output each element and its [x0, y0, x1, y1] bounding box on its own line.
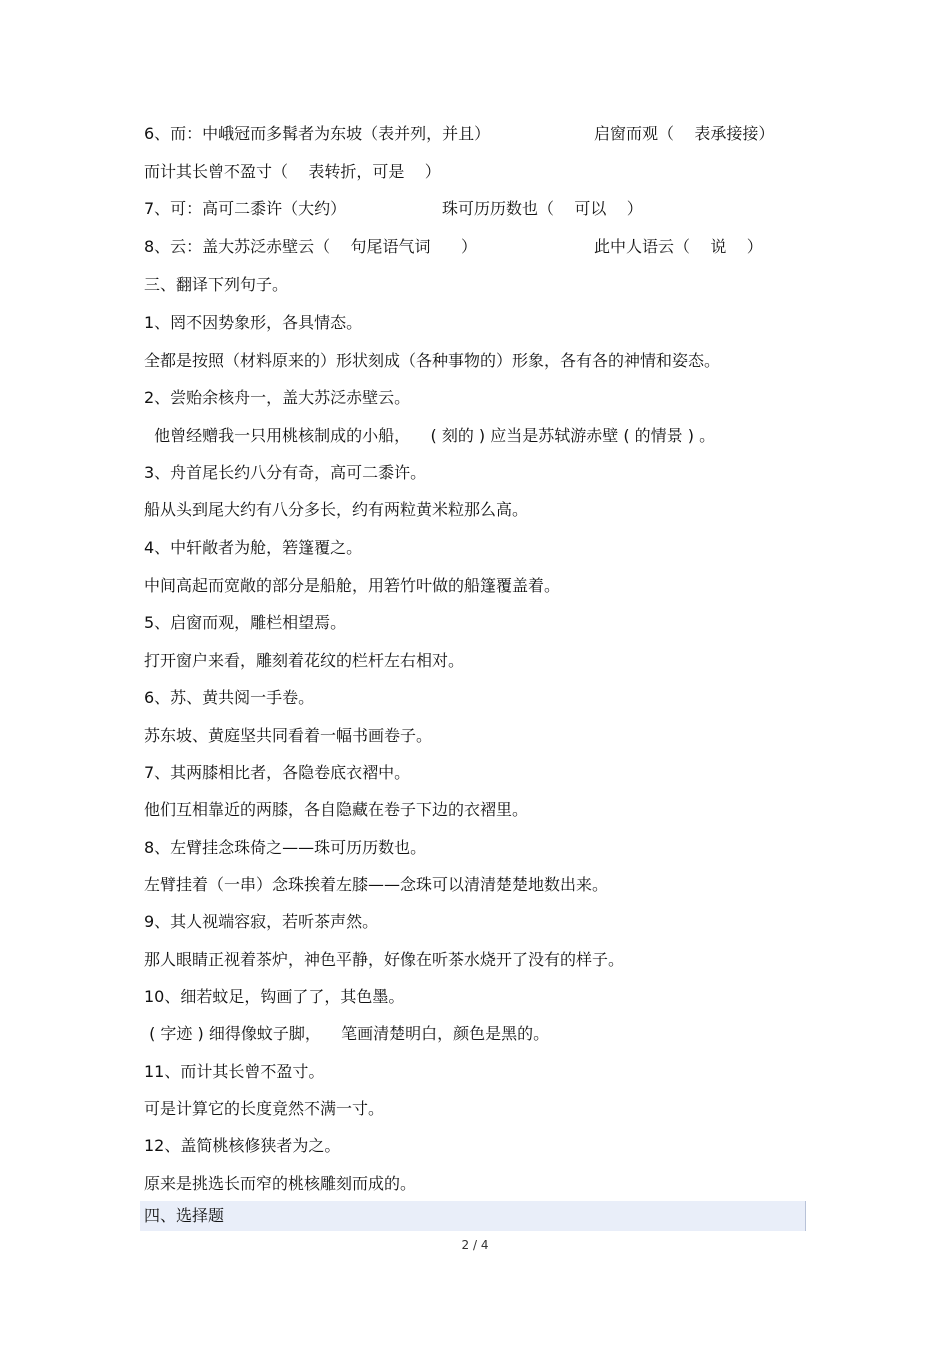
translation-11: 可是计算它的长度竟然不满一寸。 — [144, 1099, 385, 1118]
section-4-header — [140, 1201, 806, 1231]
translation-2: 他曾经赠我一只用桃核制成的小船， ( 刻的 ) 应当是苏轼游赤壁 ( 的情景 ) 。 — [144, 426, 716, 445]
vocab-line-2-left: 而计其长曾不盈寸（ 表转折，可是 ） — [144, 162, 441, 181]
translation-5: 打开窗户来看，雕刻着花纹的栏杆左右相对。 — [144, 651, 465, 670]
sentence-10: 10、细若蚊足，钩画了了，其色墨。 — [144, 987, 405, 1006]
sentence-9: 9、其人视端容寂，若听茶声然。 — [144, 912, 379, 931]
vocab-line-3-right: 珠可历历数也（ 可以 ） — [442, 199, 643, 218]
translation-10: ( 字迹 ) 细得像蚊子脚， 笔画清楚明白，颜色是黑的。 — [144, 1024, 550, 1043]
sentence-11: 11、而计其长曾不盈寸。 — [144, 1062, 325, 1081]
sentence-1: 1、罔不因势象形，各具情态。 — [144, 313, 363, 332]
vocab-line-4-left: 8、云：盖大苏泛赤壁云（ 句尾语气词 ） — [144, 237, 478, 256]
sentence-7: 7、其两膝相比者，各隐卷底衣褶中。 — [144, 763, 411, 782]
translation-7: 他们互相靠近的两膝，各自隐藏在卷子下边的衣褶里。 — [144, 800, 529, 819]
page-number: 2 / 4 — [461, 1238, 489, 1252]
sentence-4: 4、中轩敞者为舱，箬篷覆之。 — [144, 538, 363, 557]
translation-1: 全都是按照（材料原来的）形状刻成（各种事物的）形象，各有各的神情和姿态。 — [144, 351, 721, 370]
sentence-3: 3、舟首尾长约八分有奇，高可二黍许。 — [144, 463, 427, 482]
sentence-5: 5、启窗而观，雕栏相望焉。 — [144, 613, 347, 632]
translation-4: 中间高起而宽敞的部分是船舱，用箬竹叶做的船篷覆盖着。 — [144, 576, 561, 595]
translation-3: 船从头到尾大约有八分多长，约有两粒黄米粒那么高。 — [144, 500, 529, 519]
translation-6: 苏东坡、黄庭坚共同看着一幅书画卷子。 — [144, 726, 433, 745]
translation-8: 左臂挂着（一串）念珠挨着左膝——念珠可以清清楚楚地数出来。 — [144, 875, 609, 894]
vocab-line-3-left: 7、可：高可二黍许（大约） — [144, 199, 347, 218]
section-4-title: 四、选择题 — [144, 1206, 225, 1225]
vocab-line-4-right: 此中人语云（ 说 ） — [594, 237, 763, 256]
sentence-12: 12、盖简桃核修狭者为之。 — [144, 1136, 341, 1155]
section-3-title: 三、翻译下列句子。 — [144, 275, 289, 294]
vocab-line-1-right: 启窗而观（ 表承接接） — [594, 124, 775, 143]
vocab-line-1-left: 6、而：中峨冠而多髯者为东坡（表并列，并且） — [144, 124, 491, 143]
sentence-8: 8、左臂挂念珠倚之——珠可历历数也。 — [144, 838, 427, 857]
sentence-6: 6、苏、黄共阅一手卷。 — [144, 688, 315, 707]
sentence-2: 2、尝贻余核舟一，盖大苏泛赤壁云。 — [144, 388, 411, 407]
translation-9: 那人眼睛正视着茶炉，神色平静，好像在听茶水烧开了没有的样子。 — [144, 950, 625, 969]
translation-12: 原来是挑选长而窄的桃核雕刻而成的。 — [144, 1174, 417, 1193]
